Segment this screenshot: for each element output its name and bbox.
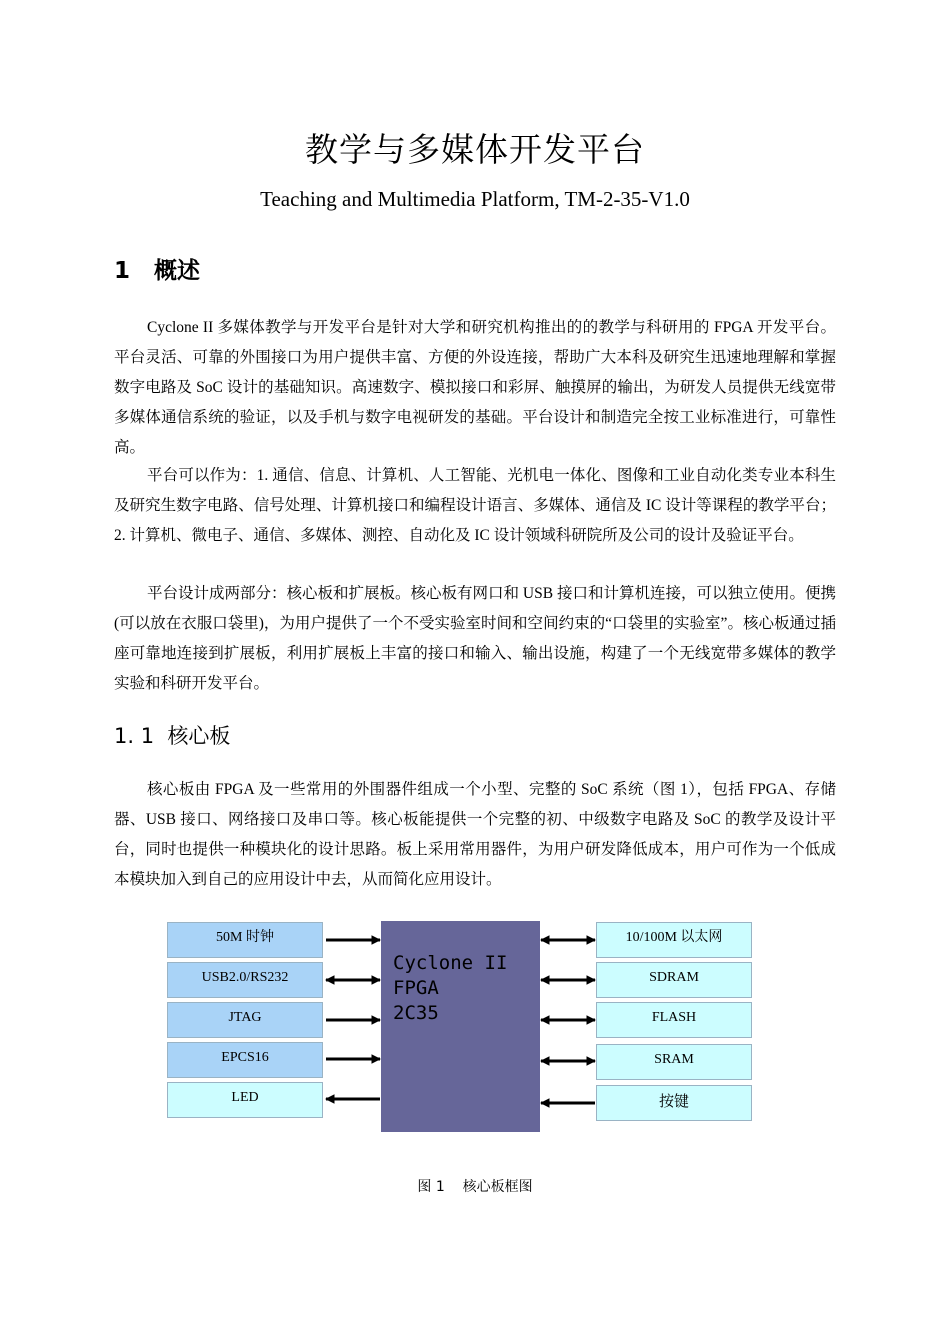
block-jtag: JTAG: [167, 1002, 323, 1038]
paragraph-core-board: 核心板由 FPGA 及一些常用的外围器件组成一个小型、完整的 SoC 系统（图 1），包括 FPGA、存储器、USB 接口、网络接口及串口等。核心板能提供一个完整的初、中级数字电路及 SoC 的教学及设计平台，同时也提供一种模块化的设计思路。板上采用常用器件，为用户研发降低成本，用户可作为一个低成本模块加入到自己的应用设计中去，从而简化应用设计。: [114, 781, 836, 888]
block-sram: SRAM: [596, 1044, 752, 1080]
block-sdram: SDRAM: [596, 962, 752, 998]
block-50m-clock: 50M 时钟: [167, 922, 323, 958]
paragraph-overview-2: 平台可以作为：1. 通信、信息、计算机、人工智能、光机电一体化、图像和工业自动化类专业本科生及研究生数字电路、信号处理、计算机接口和编程设计语言、多媒体、通信及 IC 设计等课程的教学平台；2. 计算机、微电子、通信、多媒体、测控、自动化及 IC 设计领域科研院所及公司的设计及验证平台。: [114, 467, 836, 544]
section-1-heading: 1 概述: [114, 258, 201, 284]
block-keys: 按键: [596, 1085, 752, 1121]
paragraph-overview-1: Cyclone II 多媒体教学与开发平台是针对大学和研究机构推出的的教学与科研用的 FPGA 开发平台。平台灵活、可靠的外围接口为用户提供丰富、方便的外设连接，帮助广大本科及研究生迅速地理解和掌握数字电路及 SoC 设计的基础知识。高速数字、模拟接口和彩屏、触摸屏的输出，为研发人员提供无线宽带多媒体通信系统的验证，以及手机与数字电视研发的基础。平台设计和制造完全按工业标准进行，可靠性高。: [114, 319, 836, 456]
section-1-1-heading: 1. 1 核心板: [114, 724, 231, 748]
block-flash: FLASH: [596, 1002, 752, 1038]
block-fpga: [381, 921, 540, 1132]
block-ethernet: 10/100M 以太网: [596, 922, 752, 958]
document-title: 教学与多媒体开发平台: [305, 130, 645, 169]
block-epcs16: EPCS16: [167, 1042, 323, 1078]
block-usb-rs232: USB2.0/RS232: [167, 962, 323, 998]
block-led: LED: [167, 1082, 323, 1118]
document-subtitle: Teaching and Multimedia Platform, TM-2-35-V1.0: [260, 187, 690, 211]
paragraph-overview-3: 平台设计成两部分：核心板和扩展板。核心板有网口和 USB 接口和计算机连接，可以独立使用。便携(可以放在衣服口袋里)，为用户提供了一个不受实验室时间和空间约束的“口袋里的实验室”。核心板通过插座可靠地连接到扩展板，利用扩展板上丰富的接口和输入、输出设施，构建了一个无线宽带多媒体的教学实验和科研开发平台。: [114, 585, 836, 692]
fpga-label: Cyclone II FPGA 2C35: [393, 952, 508, 1024]
figure-caption: 图 1 核心板框图: [417, 1179, 533, 1195]
